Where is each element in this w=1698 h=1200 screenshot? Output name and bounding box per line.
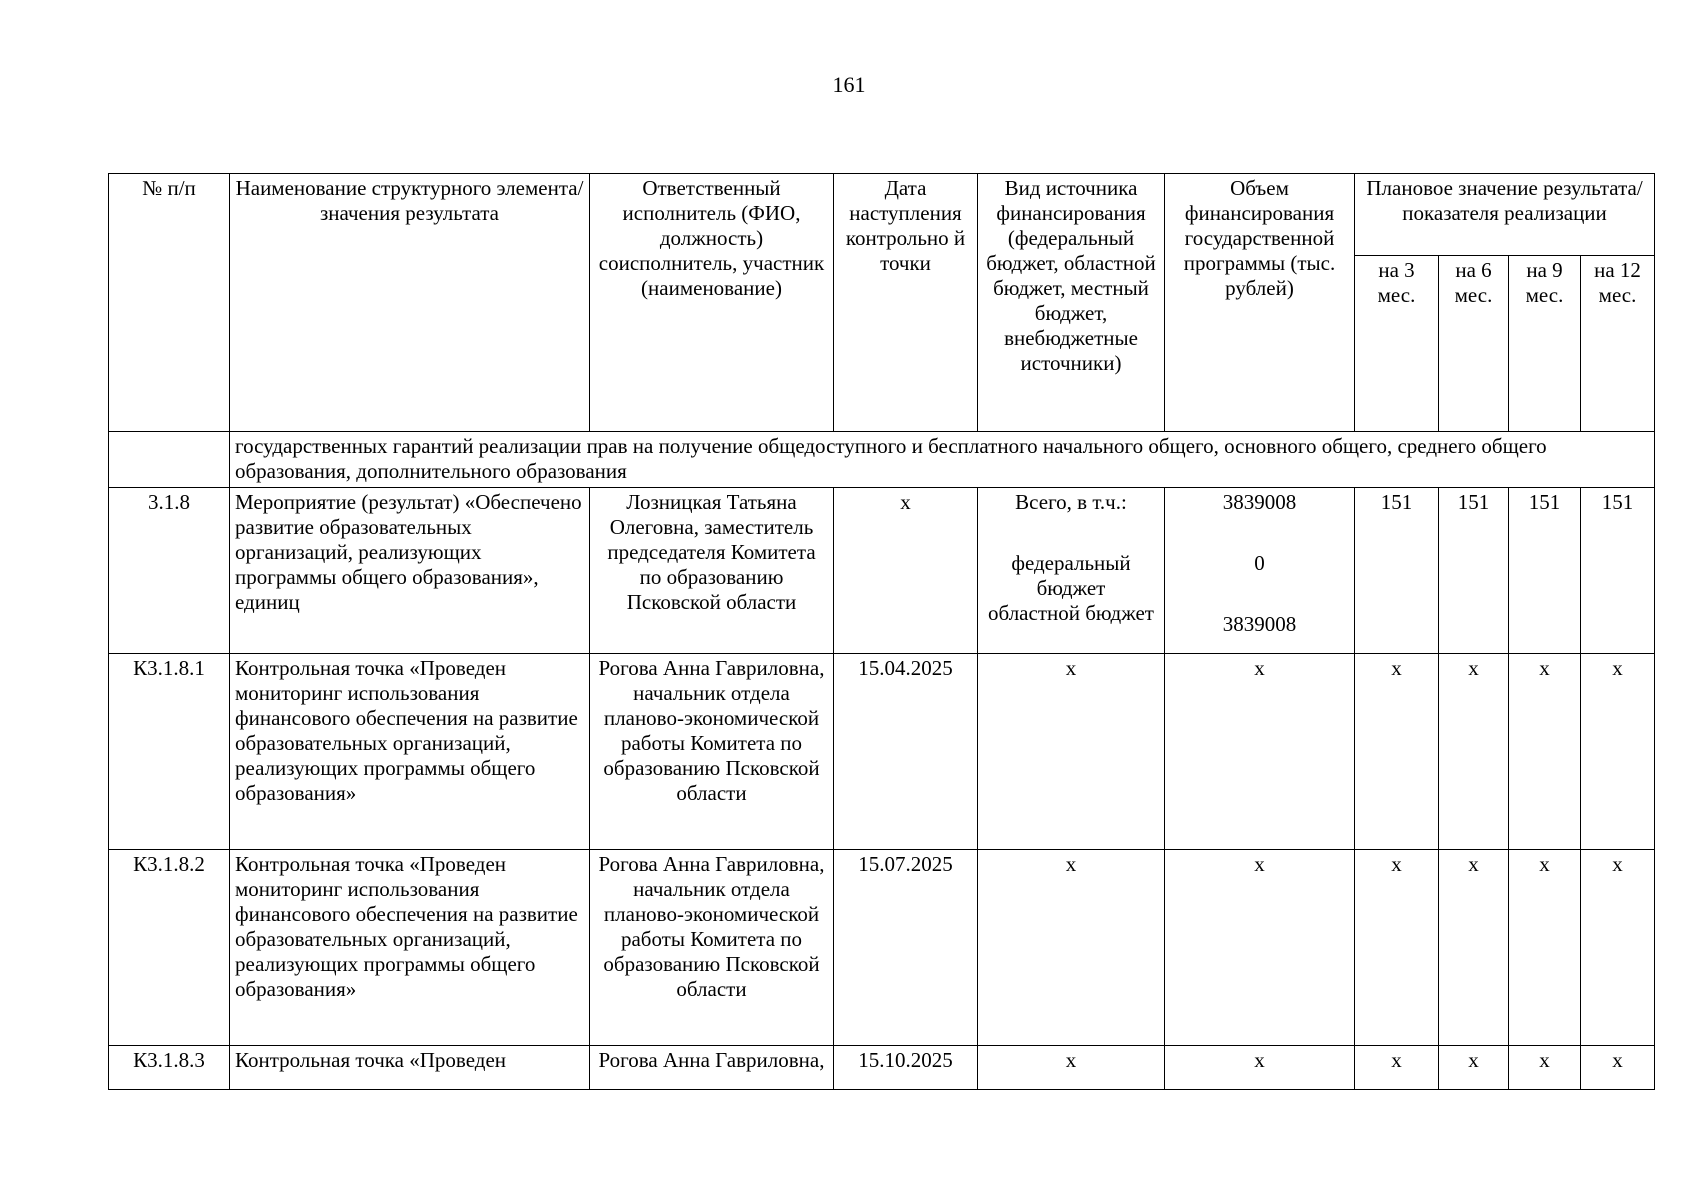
row-date: 15.10.2025	[834, 1046, 978, 1090]
header-m12: на 12 мес.	[1581, 256, 1655, 432]
span-row-num	[109, 432, 230, 488]
header-source: Вид источника финансирования (федеральный бюджет, областной бюджет, местный бюджет, внебюджетные источники)	[978, 174, 1165, 432]
header-date: Дата наступления контрольно й точки	[834, 174, 978, 432]
table-row-3-1-8	[109, 488, 1655, 654]
row-executor: Рогова Анна Гавриловна, начальник отдела планово-экономической работы Комитета по образованию Псковской области	[590, 654, 834, 850]
row-m9: х	[1509, 1046, 1581, 1090]
row-volume	[1165, 488, 1355, 654]
row-num: К3.1.8.2	[109, 850, 230, 1046]
row-m12: х	[1581, 850, 1655, 1046]
row-m3: х	[1355, 1046, 1439, 1090]
header-executor: Ответственный исполнитель (ФИО, должность) соисполнитель, участник (наименование)	[590, 174, 834, 432]
volume-regional: 3839008	[1222, 612, 1297, 636]
row-date: х	[834, 488, 978, 654]
source-regional: областной бюджет	[988, 601, 1154, 625]
row-volume: х	[1165, 1046, 1355, 1090]
header-planned: Плановое значение результата/показателя реализации	[1355, 174, 1655, 256]
row-m9: х	[1509, 850, 1581, 1046]
header-num: № п/п	[109, 174, 230, 432]
header-m9: на 9 мес.	[1509, 256, 1581, 432]
row-m12: х	[1581, 654, 1655, 850]
header-m6: на 6 мес.	[1439, 256, 1509, 432]
program-table	[108, 173, 1655, 1090]
table-row-k3-1-8-2	[109, 850, 1655, 1046]
row-executor: Лозницкая Татьяна Олеговна, заместитель председателя Комитета по образованию Псковской области	[590, 488, 834, 654]
row-volume: х	[1165, 654, 1355, 850]
row-num: К3.1.8.1	[109, 654, 230, 850]
row-m9: 151	[1509, 488, 1581, 654]
page-number: 161	[832, 72, 866, 97]
row-name: Мероприятие (результат) «Обеспечено развитие образовательных организаций, реализующих программы общего образования», единиц	[230, 488, 590, 654]
volume-federal: 0	[1254, 551, 1265, 575]
row-m6: х	[1439, 654, 1509, 850]
row-name: Контрольная точка «Проведен мониторинг использования финансового обеспечения на развитие образовательных организаций, реализующих программы общего образования»	[230, 654, 590, 850]
row-m6: х	[1439, 850, 1509, 1046]
row-executor: Рогова Анна Гавриловна,	[590, 1046, 834, 1090]
row-date: 15.07.2025	[834, 850, 978, 1046]
row-num: 3.1.8	[109, 488, 230, 654]
row-source: х	[978, 654, 1165, 850]
row-m6: х	[1439, 1046, 1509, 1090]
header-m3: на 3 мес.	[1355, 256, 1439, 432]
row-m3: х	[1355, 654, 1439, 850]
row-m6: 151	[1439, 488, 1509, 654]
row-m3: х	[1355, 850, 1439, 1046]
row-m12: х	[1581, 1046, 1655, 1090]
row-source: х	[978, 1046, 1165, 1090]
row-source: х	[978, 850, 1165, 1046]
header-volume: Объем финансирования государственной программы (тыс. рублей)	[1165, 174, 1355, 432]
row-num: К3.1.8.3	[109, 1046, 230, 1090]
row-name: Контрольная точка «Проведен мониторинг использования финансового обеспечения на развитие образовательных организаций, реализующих программы общего образования»	[230, 850, 590, 1046]
row-volume: х	[1165, 850, 1355, 1046]
row-date: 15.04.2025	[834, 654, 978, 850]
row-m12: 151	[1581, 488, 1655, 654]
table-row-k3-1-8-1	[109, 654, 1655, 850]
source-total: Всего, в т.ч.:	[1015, 490, 1127, 514]
row-name: Контрольная точка «Проведен	[230, 1046, 590, 1090]
header-name: Наименование структурного элемента/ значения результата	[230, 174, 590, 432]
table-row-span	[109, 432, 1655, 488]
row-m9: х	[1509, 654, 1581, 850]
source-federal: федеральный бюджет	[1011, 551, 1131, 600]
row-executor: Рогова Анна Гавриловна, начальник отдела планово-экономической работы Комитета по образованию Псковской области	[590, 850, 834, 1046]
span-row-text: государственных гарантий реализации прав на получение общедоступного и бесплатного начального общего, основного общего, среднего общего образования, дополнительного образования	[230, 432, 1655, 488]
row-source	[978, 488, 1165, 654]
volume-total: 3839008	[1222, 490, 1297, 514]
table-row-k3-1-8-3	[109, 1046, 1655, 1090]
row-m3: 151	[1355, 488, 1439, 654]
